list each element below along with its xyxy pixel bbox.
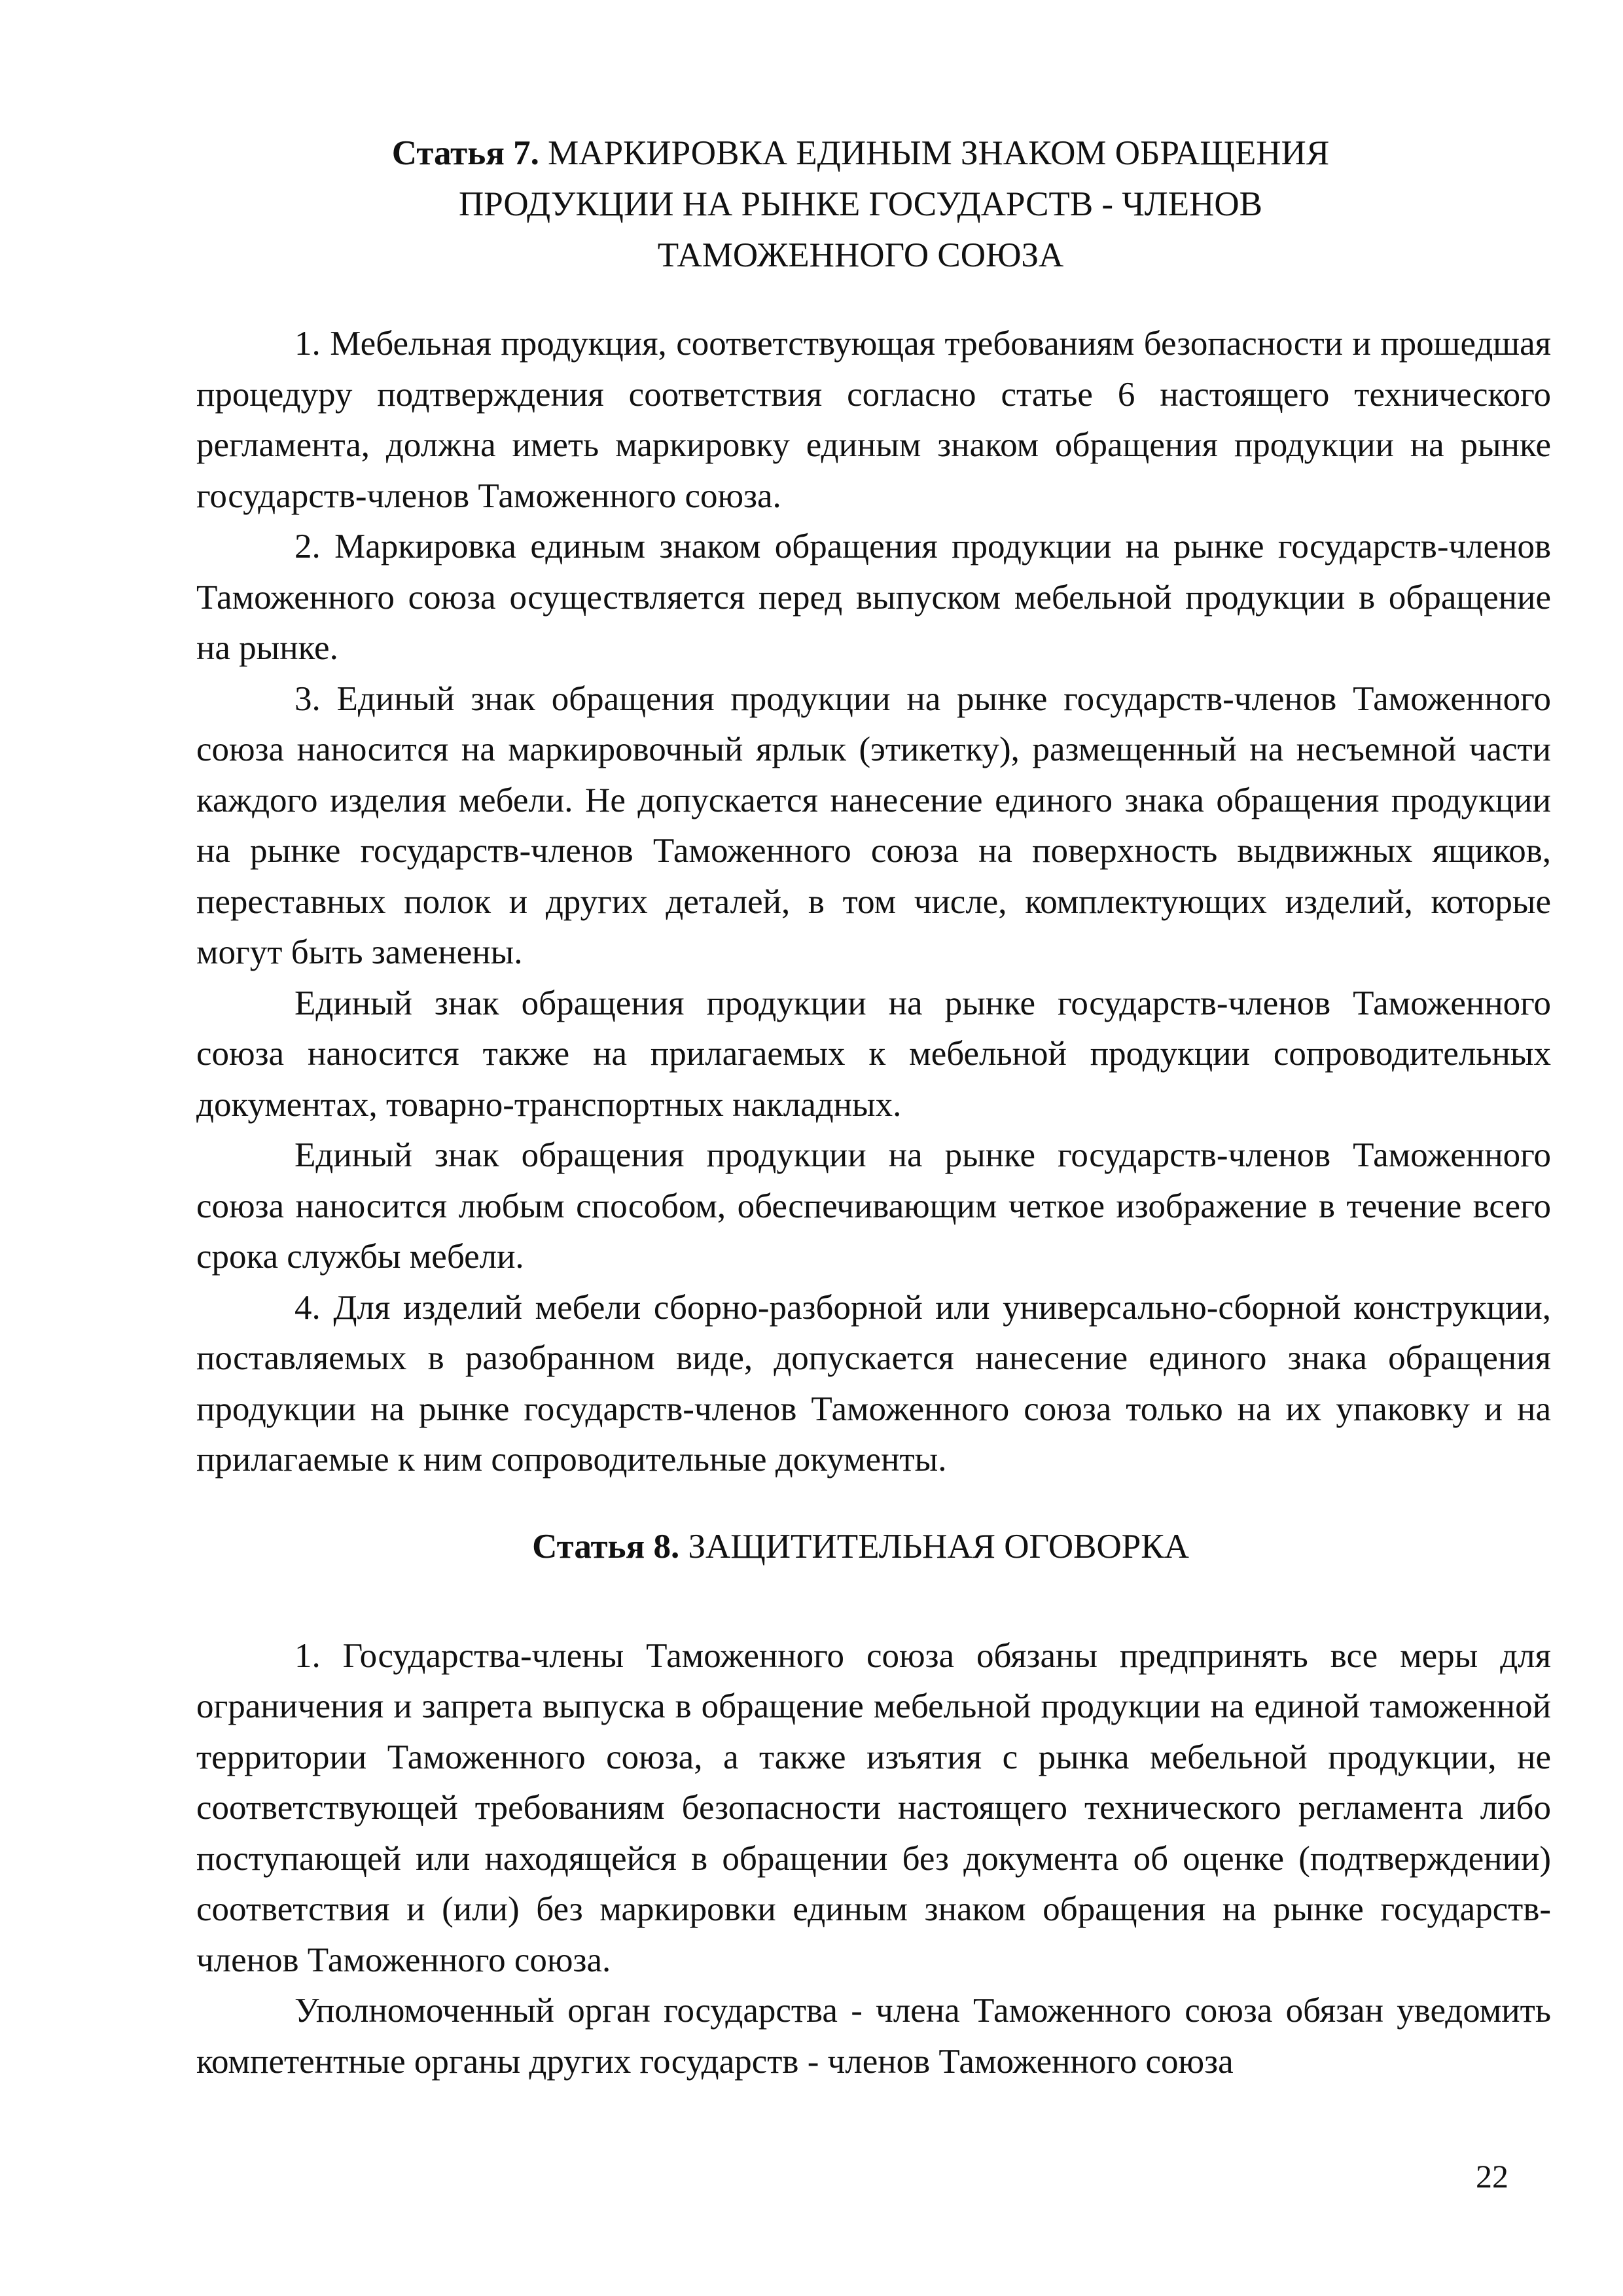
article-7-paragraph-5: Единый знак обращения продукции на рынке государств-членов Таможенного союза наносится любым способом, обеспечивающим четкое изображение в течение всего срока службы мебели.	[196, 1136, 1551, 1276]
article-7-heading	[196, 128, 1551, 281]
article-7-paragraph-4: Единый знак обращения продукции на рынке государств-членов Таможенного союза наносится также на прилагаемых к мебельной продукции сопроводительных документах, товарно-транспортных накладных.	[196, 984, 1551, 1124]
page-number: 22	[1476, 2158, 1508, 2195]
article-8-paragraph-1: 1. Государства-члены Таможенного союза обязаны предпринять все меры для ограничения и запрета выпуска в обращение мебельной продукции на единой таможенной территории Таможенного союза, а также изъятия с рынка мебельной продукции, не соответствующей требованиям безопасности настоящего технического регламента либо поступающей или находящейся в обращении без документа об оценке (подтверждении) соответствия и (или) без маркировки единым знаком обращения на рынке государств-членов Таможенного союза.	[196, 1636, 1551, 1979]
page-content	[196, 128, 1551, 2087]
article-7-paragraph-6: 4. Для изделий мебели сборно-разборной или универсально-сборной конструкции, поставляемых в разобранном виде, допускается нанесение единого знака обращения продукции на рынке государств-членов Таможенного союза только на их упаковку и на прилагаемые к ним сопроводительные документы.	[196, 1288, 1551, 1479]
article-7-paragraph-2: 2. Маркировка единым знаком обращения продукции на рынке государств-членов Таможенного союза осуществляется перед выпуском мебельной продукции в обращение на рынке.	[196, 528, 1551, 667]
article-7-paragraph-3: 3. Единый знак обращения продукции на рынке государств-членов Таможенного союза наносится на маркировочный ярлык (этикетку), размещенный на несъемной части каждого изделия мебели. Не допускается нанесение единого знака обращения продукции на рынке государств-членов Таможенного союза на поверхность выдвижных ящиков, переставных полок и других деталей, в том числе, комплектующих изделий, которые могут быть заменены.	[196, 679, 1551, 971]
article-8-label: Статья 8.	[532, 1527, 680, 1566]
article-8-paragraph-2: Уполномоченный орган государства - члена Таможенного союза обязан уведомить компетентные органы других государств - членов Таможенного союза	[196, 1992, 1551, 2081]
article-7-paragraph-1: 1. Мебельная продукция, соответствующая требованиям безопасности и прошедшая процедуру подтверждения соответствия согласно статье 6 настоящего технического регламента, должна иметь маркировку единым знаком обращения продукции на рынке государств-членов Таможенного союза.	[196, 325, 1551, 515]
article-8-title: ЗАЩИТИТЕЛЬНАЯ ОГОВОРКА	[688, 1527, 1189, 1566]
article-8-heading	[196, 1521, 1551, 1572]
article-7-title: МАРКИРОВКА ЕДИНЫМ ЗНАКОМ ОБРАЩЕНИЯ ПРОДУКЦИИ НА РЫНКЕ ГОСУДАРСТВ - ЧЛЕНОВ ТАМОЖЕННОГО СОЮЗА	[458, 134, 1330, 274]
article-7-label: Статья 7.	[391, 134, 539, 172]
